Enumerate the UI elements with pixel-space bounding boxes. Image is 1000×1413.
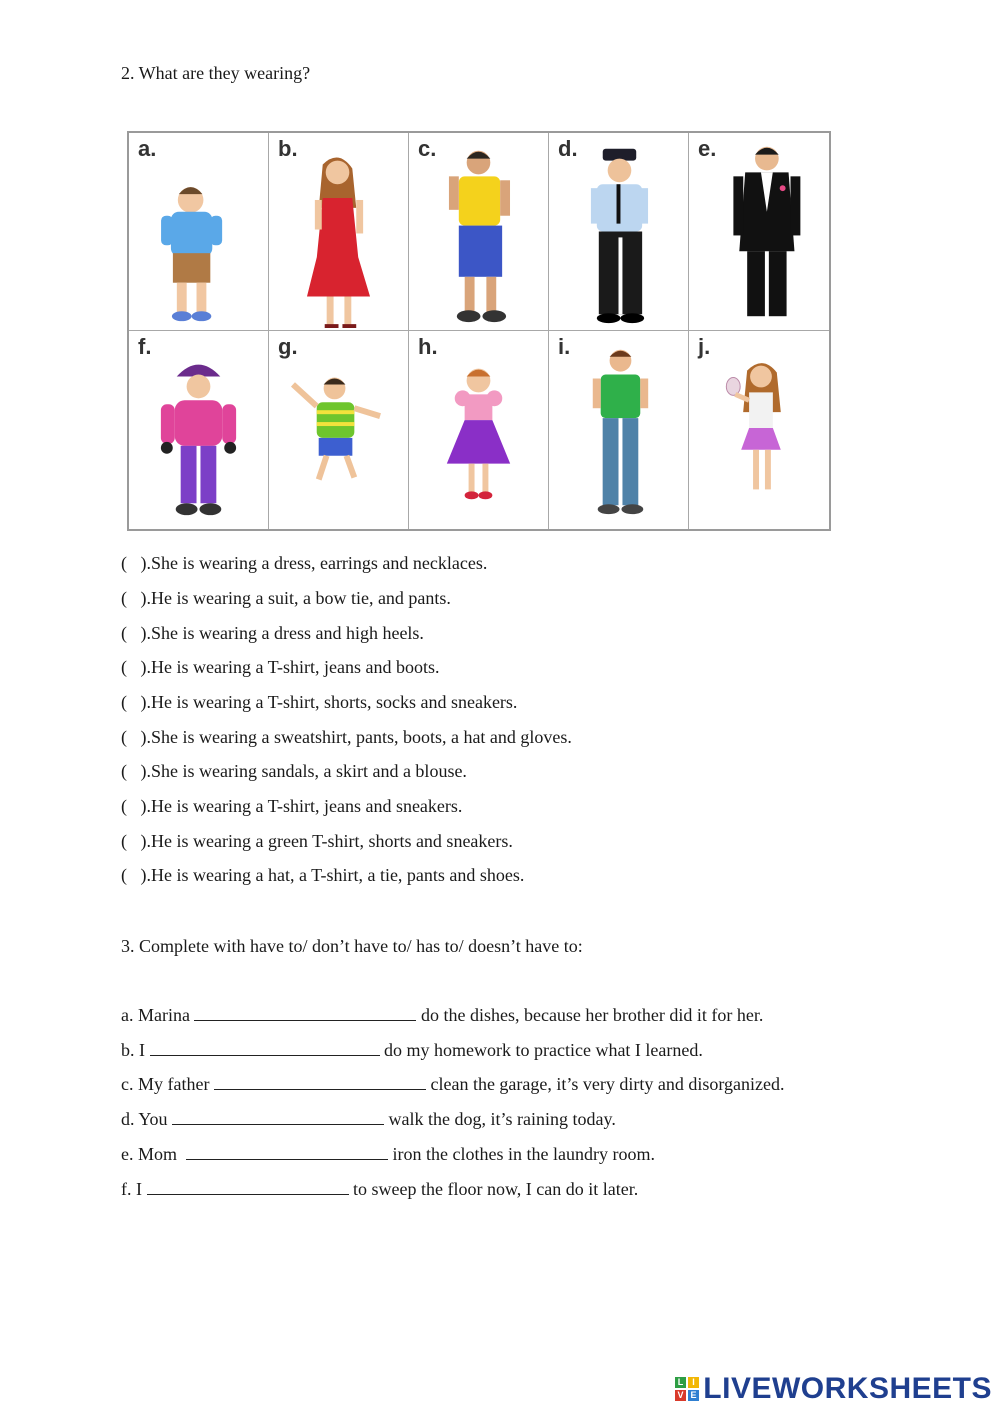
clothing-picture-grid (127, 131, 831, 531)
picture-label: c. (418, 136, 437, 161)
sentence-text: .He is wearing a T-shirt, jeans and boots. (146, 657, 440, 677)
brand-icon (675, 1377, 699, 1401)
picture-j (689, 331, 829, 529)
picture-label: d. (558, 136, 578, 161)
matching-sentence-8 (121, 795, 462, 817)
person-illustration (269, 133, 408, 330)
answer-blank[interactable] (214, 1074, 426, 1090)
person-illustration (409, 133, 548, 330)
sentence-text: .He is wearing a hat, a T-shirt, a tie, pants and shoes. (146, 865, 525, 885)
item-prefix: d. You (121, 1109, 173, 1129)
answer-blank[interactable] (186, 1144, 388, 1160)
fill-item-b (121, 1039, 703, 1061)
fill-item-d (121, 1108, 616, 1130)
logo-letter: L (675, 1377, 686, 1388)
matching-sentence-4 (121, 656, 439, 678)
answer-box[interactable]: ( ) (121, 553, 147, 573)
person-illustration (549, 133, 688, 330)
item-prefix: b. I (121, 1040, 150, 1060)
answer-blank[interactable] (147, 1179, 349, 1195)
answer-box[interactable]: ( ) (121, 588, 147, 608)
answer-box[interactable]: ( ) (121, 796, 147, 816)
item-prefix: c. My father (121, 1074, 214, 1094)
fill-item-c (121, 1073, 785, 1095)
matching-sentence-2 (121, 587, 451, 609)
sentence-text: .He is wearing a green T-shirt, shorts and sneakers. (146, 831, 513, 851)
answer-blank[interactable] (172, 1109, 384, 1125)
answer-blank[interactable] (150, 1040, 380, 1056)
picture-g (269, 331, 409, 529)
item-suffix: walk the dog, it’s raining today. (384, 1109, 616, 1129)
section-3-title: 3. Complete with have to/ don’t have to/ has to/ doesn’t have to: (121, 936, 583, 956)
person-illustration (409, 331, 548, 529)
picture-h (409, 331, 549, 529)
matching-sentence-9 (121, 830, 513, 852)
item-suffix: iron the clothes in the laundry room. (388, 1144, 655, 1164)
person-illustration (129, 331, 268, 529)
item-suffix: do my homework to practice what I learned. (379, 1040, 703, 1060)
picture-label: e. (698, 136, 717, 161)
answer-box[interactable]: ( ) (121, 623, 147, 643)
item-prefix: e. Mom (121, 1144, 186, 1164)
sentence-text: .She is wearing a dress and high heels. (146, 623, 424, 643)
answer-box[interactable]: ( ) (121, 831, 147, 851)
logo-letter: V (675, 1390, 686, 1401)
logo-letter: I (688, 1377, 699, 1388)
matching-sentence-3 (121, 622, 424, 644)
matching-sentence-7 (121, 760, 467, 782)
answer-box[interactable]: ( ) (121, 657, 147, 677)
picture-c (409, 133, 549, 331)
item-prefix: a. Marina (121, 1005, 195, 1025)
answer-box[interactable]: ( ) (121, 865, 147, 885)
picture-label: b. (278, 136, 298, 161)
picture-label: j. (698, 334, 711, 359)
picture-a (129, 133, 269, 331)
brand-text: LIVEWORKSHEETS (703, 1372, 992, 1405)
answer-box[interactable]: ( ) (121, 727, 147, 747)
logo-letter: E (688, 1390, 699, 1401)
answer-box[interactable]: ( ) (121, 692, 147, 712)
picture-label: a. (138, 136, 157, 161)
picture-label: i. (558, 334, 571, 359)
sentence-text: .He is wearing a T-shirt, shorts, socks and sneakers. (146, 692, 518, 712)
picture-e (689, 133, 829, 331)
fill-item-a (121, 1004, 763, 1026)
matching-sentence-5 (121, 691, 517, 713)
person-illustration (269, 331, 408, 529)
picture-b (269, 133, 409, 331)
picture-label: g. (278, 334, 298, 359)
sentence-text: .She is wearing sandals, a skirt and a blouse. (146, 761, 467, 781)
picture-f (129, 331, 269, 529)
person-illustration (689, 133, 829, 330)
item-suffix: clean the garage, it’s very dirty and disorganized. (425, 1074, 785, 1094)
answer-blank[interactable] (194, 1005, 416, 1021)
sentence-text: .He is wearing a T-shirt, jeans and sneakers. (146, 796, 463, 816)
matching-sentence-1 (121, 552, 487, 574)
answer-box[interactable]: ( ) (121, 761, 147, 781)
sentence-text: .She is wearing a sweatshirt, pants, boots, a hat and gloves. (146, 727, 572, 747)
person-illustration (549, 331, 688, 529)
sentence-text: .She is wearing a dress, earrings and necklaces. (146, 553, 488, 573)
sentence-text: .He is wearing a suit, a bow tie, and pants. (146, 588, 451, 608)
picture-label: h. (418, 334, 438, 359)
fill-item-e (121, 1143, 655, 1165)
item-suffix: to sweep the floor now, I can do it later. (348, 1179, 639, 1199)
person-illustration (689, 331, 829, 529)
section-2-title: 2. What are they wearing? (121, 63, 311, 83)
picture-d (549, 133, 689, 331)
item-prefix: f. I (121, 1179, 147, 1199)
fill-item-f (121, 1178, 638, 1200)
matching-sentence-10 (121, 864, 524, 886)
picture-i (549, 331, 689, 529)
liveworksheets-logo (675, 1372, 992, 1406)
matching-sentence-6 (121, 726, 572, 748)
picture-label: f. (138, 334, 152, 359)
person-illustration (129, 133, 268, 330)
item-suffix: do the dishes, because her brother did it for her. (416, 1005, 764, 1025)
